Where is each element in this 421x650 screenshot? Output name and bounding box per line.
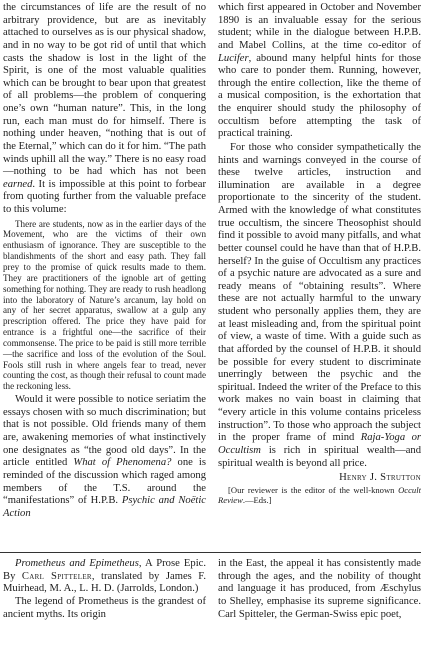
editors-note: [Our reviewer is the editor of the well-known Occult Review.—Eds.] — [218, 484, 421, 505]
review-right-column — [218, 558, 421, 621]
section-divider — [0, 552, 421, 553]
review-paragraph-start: The legend of Prometheus is the grandest of ancient myths. Its origin — [3, 595, 206, 620]
review-left-column — [3, 558, 206, 621]
right-paragraph-1: which first appeared in October and November 1890 is an invaluable essay for the serious student; while in the dialogue between H.P.B. and Mabel Collins, at the time co-editor of Lucifer, abound many helpful hints for those who care to ponder them. Running, however, through the entire collection, like the theme of a musical composition, is the exhortation that the enquirer should study the philosophy of occultism before attempting the task of practical training. — [218, 2, 421, 140]
left-paragraph-2: Would it were possible to notice seriatim the essays chosen with so much discrimination; but that is not possible. Old friends many of them are, awakening memories of what instinctively one designates as “the good old days”. In the article entitled What of Phenomena? one is reminded of the discussion which raged among members of the T.S. around the “manifestations” of H.P.B. Psychic and Noëtic Action — [3, 394, 207, 519]
left-paragraph-1: the circumstances of life are the result of no arbitrary providence, but are as inevitably attached to ourselves as is our physical shadow, and in no way to be got rid of until that which casts the shadow is lost in the light of the Spirit, is one of the most valuable qualities which can be brought to bear upon that greatest of all problems—the problem of conquering one’s own “human nature”. This, in the long run, each man must do for himself. There is nothing under heaven, “nothing that is out of the Eternal,” which can do it for him. “The path winds uphill all the way.” There is no easy road—nothing to be had which has not been earned. It is impossible at this point to forbear from quoting further from the valuable preface to this volume: — [3, 2, 206, 215]
right-paragraph-2: For those who consider sympathetically the hints and warnings conveyed in the course of these twelve articles, instruction and illumination are available in a degree proportionate to the sincerity of the student. Armed with the knowledge of what constitutes true occultism, the sincere Theosophist should find it possible to avoid many pitfalls, and what better counsel could he have than that of H.P.B. herself? In the guise of Occultism any practices of a psychic nature are advocated as a sure and ready means of “obtaining results”. Where these are not actually harmful to the unwary student who personally applies them, they are at least misleading and, from the spiritual point of view, a waste of time. With a guide such as that afforded by the counsel of H.P.B. it should be possible for every student to discriminate unerringly between the psychic and the spiritual. Indeed the writer of the Preface to this work makes no vain boast in claiming that “every article in this volume contains priceless instruction”. To those who approach the subject in the proper frame of mind Raja-Yoga or Occultism is rich in spiritual wealth—and spiritual wealth is beyond all price. — [218, 141, 421, 469]
preface-quotation: There are students, now as in the earlier days of the Movement, who are the victims of their own enthusiasm of ignorance. They are susceptible to the blandishments of the short and easy path. They fall prey to the promise of quick results made to them. They are practitioners of the ignoble art of getting something for nothing. They are ready to rush headlong into the laboratory of Nature’s arcanum, lay hold on any of her secret apparatus, swallow at a gulp any prescription offered. The price they have paid for entrance is a frightful one—the sacrifice of their commonsense. The price to be paid is still more terrible—the sacrifice and loss of the evolution of the Soul. Fools still rush in where angels fear to tread, never counting the cost, as though their refusal to count made the reckoning less. — [3, 218, 206, 392]
right-column — [218, 2, 421, 505]
review-heading: Prometheus and Epimetheus, A Prose Epic. By Carl Spitteler, translated by James F. Muirhead, M. A., L. H. D. (Jarrolds, London.) — [3, 558, 206, 595]
review-paragraph-continued: in the East, the appeal it has consistently made through the ages, and the nobility of thought and language it has produced, from Æschylus to Shelley, emphasise its supreme significance. Carl Spitteler, the German-Swiss epic poet, — [218, 558, 421, 620]
left-column — [3, 2, 206, 520]
reviewer-signature: Henry J. Strutton — [339, 472, 421, 484]
